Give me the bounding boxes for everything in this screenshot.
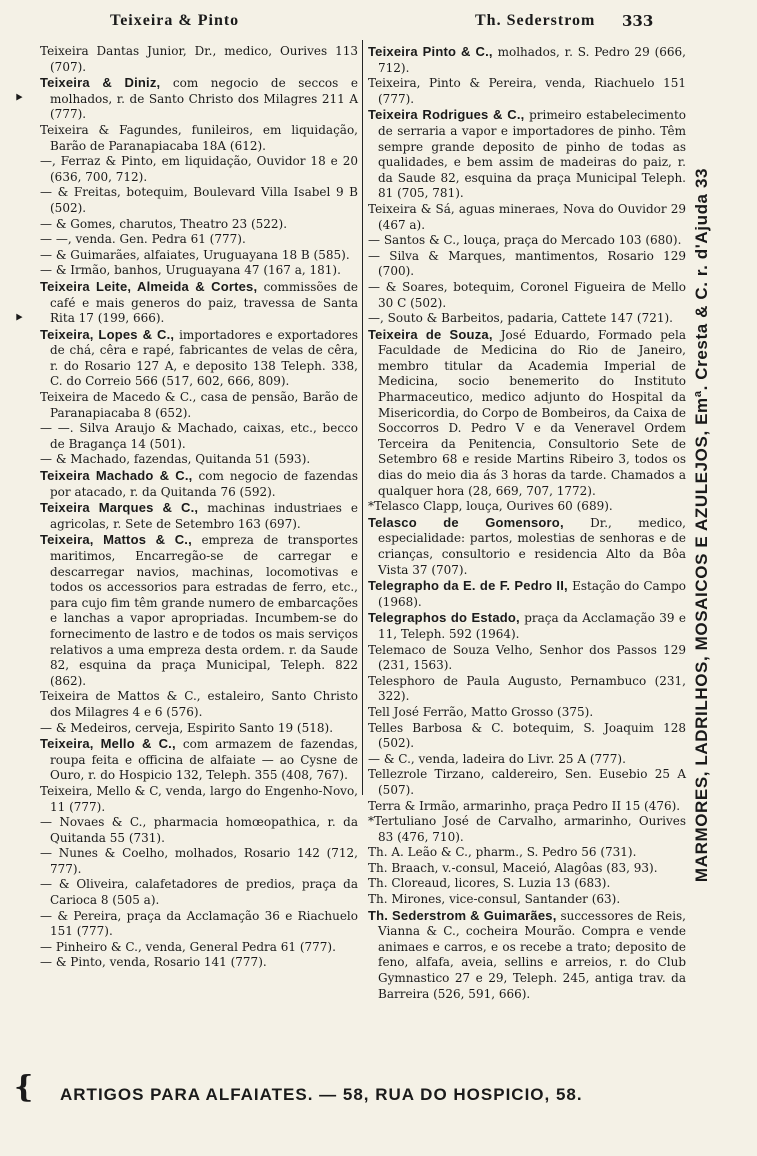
directory-entry: [40, 815, 358, 846]
footer-advertisement: ARTIGOS PARA ALFAIATES. — 58, RUA DO HOSPICIO, 58.: [60, 1085, 583, 1104]
directory-entry: [40, 784, 358, 815]
entry-text: com negocio de fazendas por atacado, r. da Quitanda 76 (592).: [50, 469, 358, 499]
left-column: [40, 44, 358, 971]
directory-entry: [40, 279, 358, 327]
directory-entry: [40, 909, 358, 940]
entry-text: Teixeira de Mattos & C., estaleiro, Santo Christo dos Milagres 4 e 6 (576).: [40, 689, 358, 719]
entry-text: — Silva & Marques, mantimentos, Rosario 129 (700).: [368, 248, 686, 279]
entry-name: Teixeira, Lopes & C.,: [40, 326, 175, 342]
directory-entry: [368, 643, 686, 674]
directory-entry: [368, 578, 686, 610]
entry-text: empreza de transportes maritimos, Encarregão-se de carregar e descarregar navios, machinas, locomotivas e todos os accessorios para estradas de ferro, etc., para cujo fim têm grande numero de embarcações e lanchas a vapor apropriadas. Incumbem-se do fornecimento de lastro e de todos os mais serviços relativos a uma empreza desta ordem. r. da Saude 82, esquina da praça Municipal, Teleph. 822 (862).: [50, 533, 358, 688]
entry-text: successores de Reis, Vianna & C., cocheira Mourão. Compra e vende animaes e carros, e os recebe a trato; deposito de feno, alfafa, aveia, sellins e arreios, r. do Club Gymnastico 27 e 29, Teleph. 245, antiga trav. da Barreira (526, 591, 666).: [378, 908, 686, 1001]
entry-text: Teixeira & Sá, aguas mineraes, Nova do Ouvidor 29 (467 a).: [368, 201, 686, 232]
directory-entry: [368, 721, 686, 752]
entry-text: importadores e exportadores de chá, cêra e rapé, fabricantes de velas de cêra, r. do Rosario 127 A, e deposito 138 Teleph. 338, C. do Correio 566 (517, 602, 666, 809).: [50, 327, 359, 389]
entry-text: — & C., venda, ladeira do Livr. 25 A (777).: [368, 751, 626, 766]
entry-text: — Nunes & Coelho, molhados, Rosario 142 (712, 777).: [40, 846, 358, 876]
directory-entry: [368, 861, 686, 877]
entry-text: — Novaes & C., pharmacia homœopathica, r. da Quitanda 55 (731).: [40, 815, 358, 845]
directory-entry: [368, 767, 686, 798]
margin-bracket-icon: {: [14, 1070, 34, 1105]
directory-entry: [368, 76, 686, 107]
entry-text: Th. Mirones, vice-consul, Santander (63).: [368, 892, 621, 907]
entry-text: praça da Acclamação 39 e 11, Teleph. 592 (1964).: [378, 611, 686, 641]
directory-entry: [368, 845, 686, 861]
entry-text: — & Pinto, venda, Rosario 141 (777).: [40, 955, 267, 970]
directory-entry: [368, 249, 686, 280]
entry-name: Telasco de Gomensoro,: [368, 514, 564, 530]
directory-entry: [40, 327, 358, 390]
entry-name: Teixeira, Mattos & C.,: [40, 532, 192, 548]
directory-entry: [40, 75, 358, 123]
entry-text: — —. Silva Araujo & Machado, caixas, etc., becco de Bragança 14 (501).: [40, 421, 358, 451]
entry-text: com armazem de fazendas, roupa feita e officina de alfaiate — ao Cysne de Ouro, r. do Hospicio 132, Teleph. 355 (408, 767).: [50, 737, 358, 783]
directory-entry: [368, 202, 686, 233]
entry-text: Teixeira Dantas Junior, Dr., medico, Ourives 113 (707).: [40, 44, 358, 74]
entry-text: — & Pereira, praça da Acclamação 36 e Riachuelo 151 (777).: [40, 908, 358, 939]
directory-entry: [368, 311, 686, 327]
entry-name: Teixeira Leite, Almeida & Cortes,: [40, 278, 258, 294]
entry-text: machinas industriaes e agricolas, r. Sete de Setembro 163 (697).: [50, 501, 358, 531]
entry-text: — —, venda. Gen. Pedra 61 (777).: [40, 232, 246, 247]
entry-text: Th. A. Leão & C., pharm., S. Pedro 56 (731).: [368, 845, 637, 860]
entry-text: — & Gomes, charutos, Theatro 23 (522).: [40, 216, 288, 231]
entry-text: *Telasco Clapp, louça, Ourives 60 (689).: [368, 499, 613, 514]
entry-text: —, Souto & Barbeitos, padaria, Cattete 147 (721).: [368, 311, 673, 326]
directory-entry: [368, 107, 686, 202]
entry-text: — & Machado, fazendas, Quitanda 51 (593).: [40, 452, 311, 467]
directory-entry: [40, 123, 358, 154]
entry-name: Th. Sederstrom & Guimarães,: [368, 907, 557, 923]
header-right-title: Th. Sederstrom: [475, 12, 596, 29]
directory-entry: [368, 799, 686, 815]
entry-name: Teixeira Pinto & C.,: [368, 44, 493, 59]
directory-entry: [40, 955, 358, 971]
directory-entry: [40, 248, 358, 264]
directory-entry: [40, 154, 358, 185]
directory-entry: [40, 846, 358, 877]
entry-text: Tell José Ferrão, Matto Grosso (375).: [368, 704, 594, 719]
directory-entry: [40, 232, 358, 248]
entry-text: molhados, r. S. Pedro 29 (666, 712).: [378, 45, 686, 75]
entry-text: Th. Braach, v.-consul, Maceió, Alagôas (83, 93).: [368, 860, 658, 875]
entry-name: Teixeira Machado & C.,: [40, 468, 193, 484]
entry-text: commissões de café e mais generos do paiz, travessa de Santa Rita 17 (199, 666).: [50, 279, 358, 326]
directory-entry: [368, 44, 686, 76]
directory-entry: [368, 752, 686, 768]
entry-text: Terra & Irmão, armarinho, praça Pedro II 15 (476).: [368, 798, 681, 813]
directory-entry: [368, 233, 686, 249]
directory-entry: [368, 705, 686, 721]
margin-mark-icon: ‣: [14, 308, 25, 327]
entry-text: Telesphoro de Paula Augusto, Pernambuco (231, 322).: [368, 673, 686, 704]
entry-text: — & Oliveira, calafetadores de predios, praça da Carioca 8 (505 a).: [40, 877, 358, 908]
directory-entry: [368, 892, 686, 908]
entry-text: — & Medeiros, cerveja, Espirito Santo 19 (518).: [40, 720, 334, 735]
directory-entry: [40, 468, 358, 500]
entry-text: Teixeira, Mello & C, venda, largo do Engenho-Novo, 11 (777).: [40, 783, 358, 814]
directory-entry: [40, 940, 358, 956]
entry-text: Teixeira de Macedo & C., casa de pensão, Barão de Paranapiacaba 8 (652).: [40, 390, 358, 420]
entry-text: — & Freitas, botequim, Boulevard Villa Isabel 9 B (502).: [40, 185, 358, 215]
side-advertisement-text: MARMORES, LADRILHOS, MOSAICOS E AZULEJOS, Emª. Cresta & C. r. d'Ajuda 33: [692, 167, 711, 883]
directory-entry: [368, 876, 686, 892]
entry-text: — Pinheiro & C., venda, General Pedra 61 (777).: [40, 939, 336, 954]
column-divider: [362, 40, 363, 795]
entry-name: Teixeira Marques & C.,: [40, 500, 199, 516]
entry-text: Teixeira, Pinto & Pereira, venda, Riachuelo 151 (777).: [368, 76, 686, 106]
directory-entry: [368, 814, 686, 845]
entry-text: primeiro estabelecimento de serraria a vapor e importadores de pinho. Têm sempre grande deposito de pinho de todas as qualidades, e bem assim de madeiras do paiz, r. da Saude 82, esquina da praça Municipal Teleph. 81 (705, 781).: [378, 108, 686, 201]
entry-text: Dr., medico, especialidade: partos, molestias de senhoras e de crianças, consultorio e residencia Alto da Bôa Vista 37 (707).: [378, 515, 686, 577]
entry-text: José Eduardo, Formado pela Faculdade de Medicina do Rio de Janeiro, membro titular da Academia Imperial de Medicina, socio benemerito do Instituto Pharmaceutico, medico adjunto do Hospital da Misericordia, do Corpo de Bombeiros, da Caixa de Soccorros D. Pedro V e da Veneravel Ordem Terceira da Penitencia, Consultorio Sete de Setembro 68 e reside Martins Ribeiro 3, todos os dias do meio dia ás 3 horas da tarde. Chamados a qualquer hora (28, 669, 707, 1772).: [378, 327, 686, 498]
directory-entry: [368, 499, 686, 515]
directory-entry: [40, 532, 358, 689]
directory-entry: [368, 674, 686, 705]
entry-text: com negocio de seccos e molhados, r. de Santo Christo dos Milagres 211 A (777).: [50, 76, 358, 122]
directory-entry: [40, 500, 358, 532]
directory-entry: [40, 689, 358, 720]
header-left-title: Teixeira & Pinto: [110, 12, 240, 29]
entry-text: Estação do Campo (1968).: [378, 579, 686, 609]
margin-mark-icon: ‣: [14, 88, 25, 107]
directory-entry: [40, 263, 358, 279]
side-advertisement: [688, 60, 716, 990]
directory-entry: [40, 390, 358, 421]
entry-text: *Tertuliano José de Carvalho, armarinho, Ourives 83 (476, 710).: [368, 814, 686, 844]
directory-entry: [40, 877, 358, 908]
directory-entry: [40, 185, 358, 216]
entry-text: — & Irmão, banhos, Uruguayana 47 (167 a, 181).: [40, 263, 341, 278]
entry-text: Telles Barbosa & C. botequim, S. Joaquim 128 (502).: [368, 720, 686, 751]
entry-text: — & Guimarães, alfaiates, Uruguayana 18 B (585).: [40, 247, 350, 262]
entry-text: Telemaco de Souza Velho, Senhor dos Passos 129 (231, 1563).: [368, 642, 686, 673]
entry-text: — & Soares, botequim, Coronel Figueira de Mello 30 C (502).: [368, 279, 686, 310]
directory-entry: [368, 280, 686, 311]
directory-entry: [40, 421, 358, 452]
page-number: 333: [622, 12, 654, 30]
entry-text: Th. Cloreaud, licores, S. Luzia 13 (683).: [368, 876, 611, 891]
page-header: [40, 8, 690, 34]
directory-entry: [368, 908, 686, 1003]
directory-entry: [40, 44, 358, 75]
entry-name: Telegrapho da E. de F. Pedro II,: [368, 578, 568, 594]
directory-entry: [368, 327, 686, 500]
entry-text: Teixeira & Fagundes, funileiros, em liquidação, Barão de Paranapiacaba 18A (612).: [40, 122, 358, 153]
entry-name: Telegraphos do Estado,: [368, 610, 520, 626]
directory-entry: [368, 515, 686, 578]
entry-name: Teixeira de Souza,: [368, 326, 493, 342]
directory-entry: [368, 610, 686, 642]
entry-name: Teixeira Rodrigues & C.,: [368, 107, 525, 123]
directory-entry: [40, 721, 358, 737]
directory-entry: [40, 217, 358, 233]
entry-text: —, Ferraz & Pinto, em liquidação, Ouvidor 18 e 20 (636, 700, 712).: [40, 154, 358, 184]
right-column: [368, 44, 686, 1002]
entry-name: Teixeira & Diniz,: [40, 75, 161, 91]
directory-entry: [40, 452, 358, 468]
entry-text: — Santos & C., louça, praça do Mercado 103 (680).: [368, 233, 682, 248]
entry-text: Tellezrole Tirzano, caldereiro, Sen. Eusebio 25 A (507).: [368, 767, 686, 797]
directory-entry: [40, 736, 358, 784]
entry-name: Teixeira, Mello & C.,: [40, 736, 176, 752]
